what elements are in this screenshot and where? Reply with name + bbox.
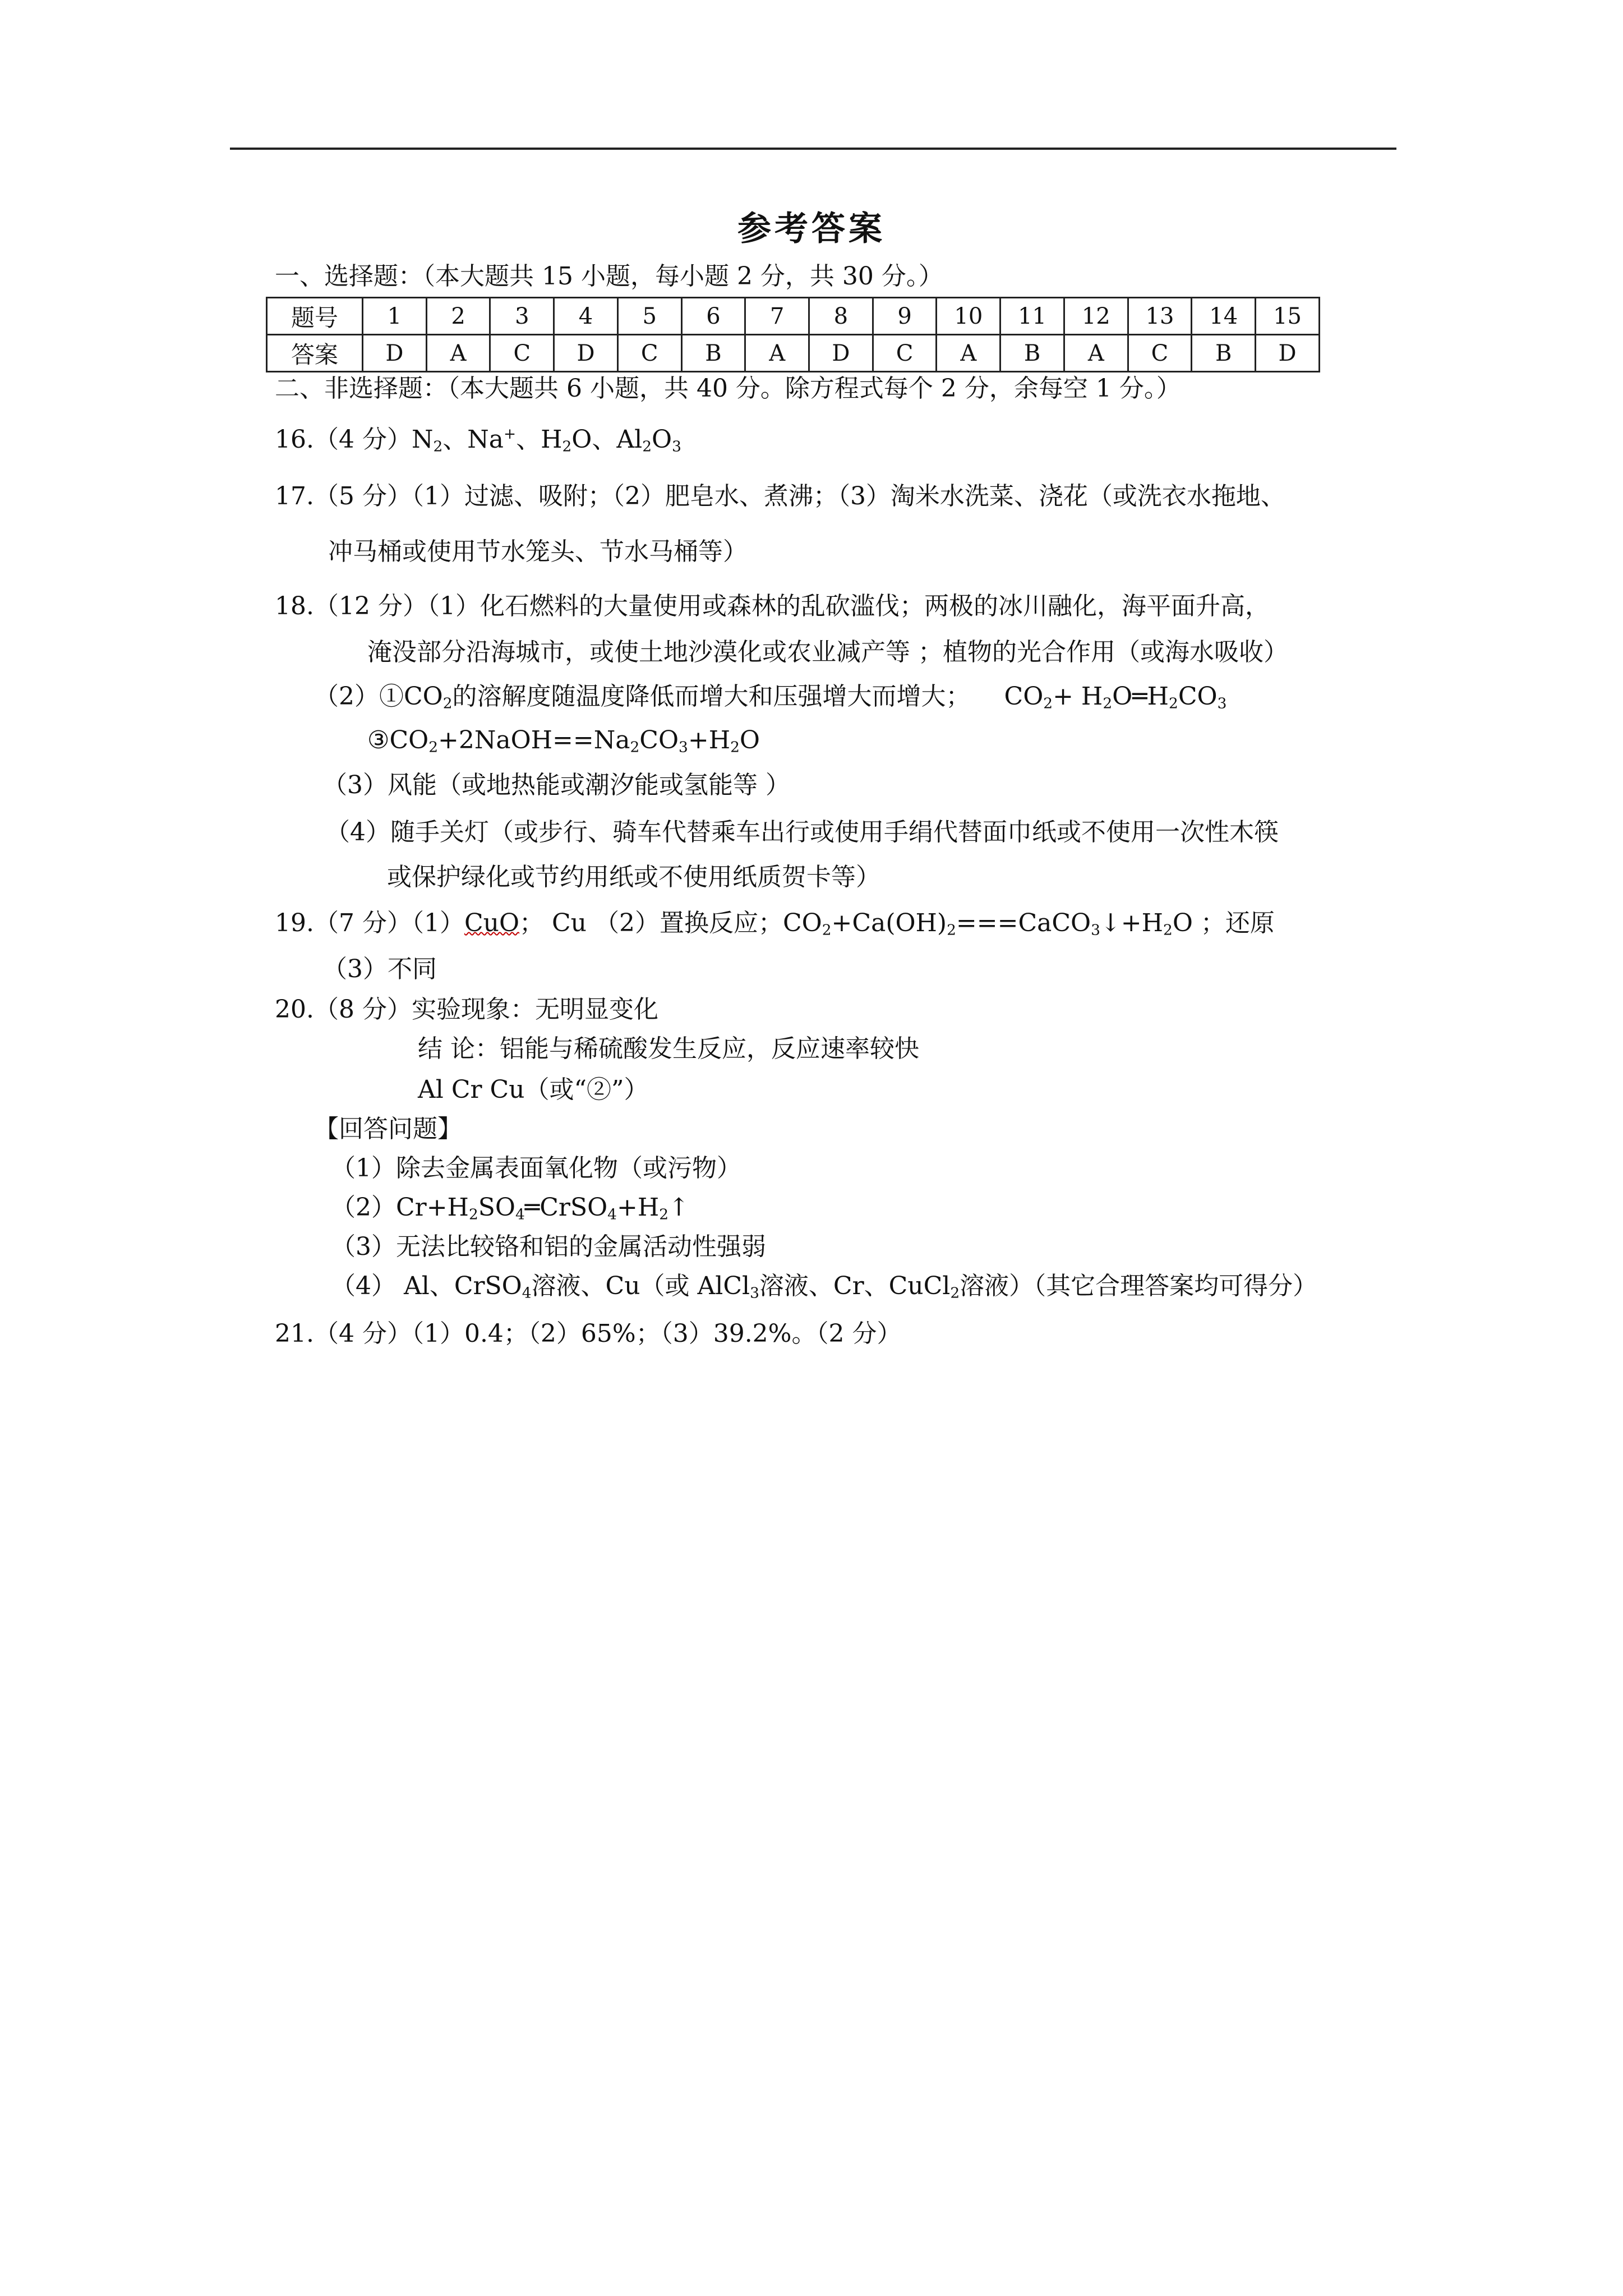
answer-21: 21.（4 分）（1）0.4；（2）65%；（3）39.2%。（2 分） — [275, 1319, 902, 1348]
answer-cell: D — [554, 335, 618, 372]
answer-cell: C — [490, 335, 554, 372]
answer-cell: B — [681, 335, 745, 372]
question-number: 10 — [937, 298, 1000, 335]
answer-row — [267, 335, 1320, 372]
answer-20-line7: （3）无法比较铬和铝的金属活动性强弱 — [331, 1232, 766, 1261]
answer-20-line1: 20.（8 分）实验现象：无明显变化 — [275, 995, 658, 1024]
question-number-row — [267, 298, 1320, 335]
page-title: 参考答案 — [737, 209, 886, 249]
question-number: 7 — [745, 298, 809, 335]
answer-18-line7: 或保护绿化或节约用纸或不使用纸质贺卡等） — [387, 863, 880, 891]
answer-cell: D — [1256, 335, 1320, 372]
question-number: 14 — [1192, 298, 1256, 335]
question-number: 4 — [554, 298, 618, 335]
answer-17-line2: 冲马桶或使用节水笼头、节水马桶等） — [328, 537, 748, 566]
answer-cell: C — [1128, 335, 1192, 372]
section1-heading: 一、选择题：（本大题共 15 小题，每小题 2 分，共 30 分。） — [275, 262, 943, 291]
answer-19-line2: （3）不同 — [322, 955, 437, 983]
question-number: 11 — [1000, 298, 1064, 335]
answer-cell: A — [937, 335, 1000, 372]
answer-20-line8: （4） Al、CrSO$_4$溶液、Cu（或 AlCl$_3$溶液、Cr、CuCl$_2$溶液）（其它合理答案均可得分） — [331, 1272, 1318, 1302]
row-header-answer: 答案 — [267, 335, 363, 372]
answer-18-line5: （3）风能（或地热能或潮汐能或氢能等 ） — [322, 771, 790, 799]
answer-cell: C — [873, 335, 937, 372]
answer-20-line2: 结 论：铝能与稀硫酸发生反应，反应速率较快 — [418, 1034, 919, 1063]
question-number: 3 — [490, 298, 554, 335]
top-rule — [230, 148, 1396, 150]
answer-20-line6: $(2)Cr+H_2SO_4═CrSO_4+H_2↑$ — [331, 1193, 689, 1223]
answer-18-line6: （4）随手关灯（或步行、骑车代替乘车出行或使用手绢代替面巾纸或不使用一次性木筷 — [325, 818, 1279, 846]
section2-heading: 二、非选择题：（本大题共 6 小题，共 40 分。除方程式每个 2 分，余每空 1 分。） — [275, 374, 1181, 403]
answer-cell: A — [1064, 335, 1128, 372]
question-number: 6 — [681, 298, 745, 335]
answer-20-line3: Al Cr Cu（或“②”） — [418, 1075, 649, 1104]
question-number: 13 — [1128, 298, 1192, 335]
question-number: 9 — [873, 298, 937, 335]
answer-18-line2: 淹没部分沿海城市，或使土地沙漠化或农业减产等 ；植物的光合作用（或海水吸收） — [367, 638, 1288, 666]
answer-16: 16.（4 分）$N_2$、Na+、$H_2O$、$Al_2O_3$ — [275, 425, 681, 455]
answer-19-line1: 19.（7 分）（1）CuO； Cu （2）置换反应；$CO_2+Ca(OH)_2===CaCO_3↓+H_2O$ ；还原 — [275, 909, 1275, 939]
answer-18-line1: 18.（12 分）（1）化石燃料的大量使用或森林的乱砍滥伐；两极的冰川融化，海平面升高， — [275, 592, 1270, 620]
question-number: 2 — [426, 298, 490, 335]
answer-cell: A — [426, 335, 490, 372]
answer-18-line3: $(2)①CO_2$的溶解度随温度降低而增大和压强增大而增大； $CO_2+$ $H_2O═H_2CO_3$ — [314, 682, 1227, 712]
question-number: 1 — [363, 298, 427, 335]
answer-cell: B — [1000, 335, 1064, 372]
question-number: 8 — [809, 298, 873, 335]
answer-20-line4: 【回答问题】 — [314, 1115, 462, 1143]
question-number: 5 — [617, 298, 681, 335]
answer-18-line4: $③CO_2+2NaOH==Na_2CO_3+H_2O$ — [367, 726, 760, 756]
question-number: 15 — [1256, 298, 1320, 335]
answer-cell: A — [745, 335, 809, 372]
answer-cell: D — [809, 335, 873, 372]
answer-cell: C — [617, 335, 681, 372]
answer-cell: B — [1192, 335, 1256, 372]
answer-20-line5: （1）除去金属表面氧化物（或污物） — [331, 1154, 741, 1182]
answer-table — [266, 297, 1320, 372]
answer-17-line1: 17.（5 分）（1）过滤、吸附；（2）肥皂水、煮沸；（3）淘米水洗菜、浇花（或洗衣水拖地、 — [275, 482, 1285, 510]
row-header-number: 题号 — [267, 298, 363, 335]
answer-cell: D — [363, 335, 427, 372]
question-number: 12 — [1064, 298, 1128, 335]
